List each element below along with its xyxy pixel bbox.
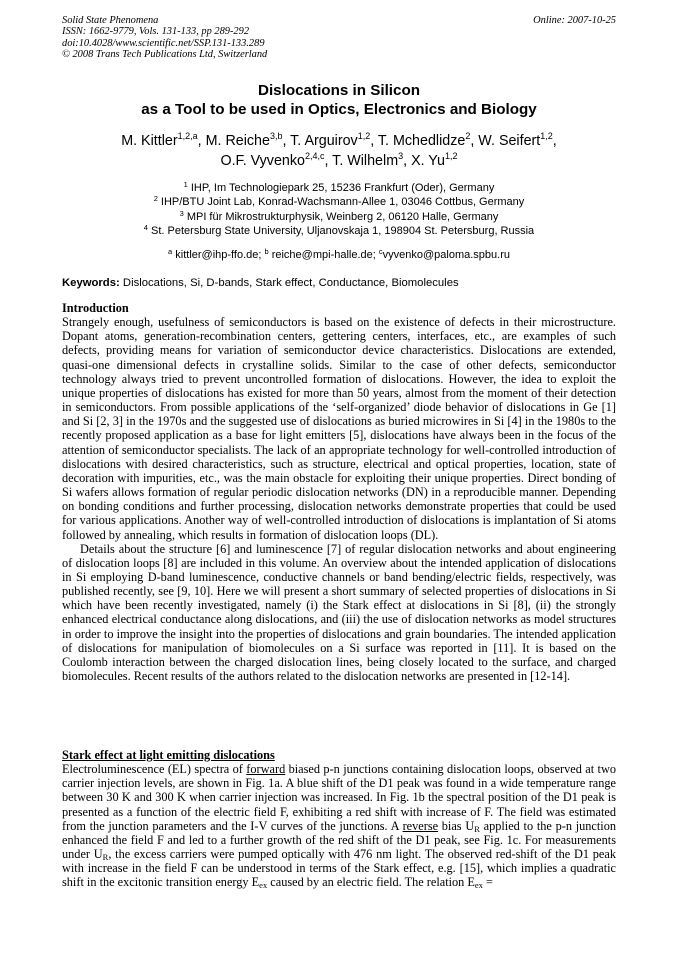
journal-doi: doi:10.4028/www.scientific.net/SSP.131-133.289 — [62, 37, 265, 49]
affiliation: $^2$ IHP/BTU Joint Lab, Konrad-Wachsmann-Allee 1, 03046 Cottbus, Germany — [153, 194, 525, 209]
affiliation: $^4$ St. Petersburg State University, Uljanovskaja 1, 198904 St. Petersburg, Russia — [143, 222, 535, 237]
author: T. Wilhelm$^3$, — [332, 151, 412, 169]
author: M. Reiche$^{3,b}$, — [205, 131, 291, 149]
keywords-text: Dislocations, Si, D-bands, Stark effect, Conductance, Biomolecules — [119, 277, 459, 289]
author-list — [62, 131, 616, 171]
author: X. Yu$^{1,2}$ — [411, 151, 458, 169]
intro-paragraph-1: Strangely enough, usefulness of semiconductors is based on the existence of defects in their microstructure. Dopant atoms, generation-recombination centers, gettering centers, interfaces, etc., are examples of such defects, providing means for variation of semiconductor device characteristics. Dislocations are extended, quasi-one dimensional defects in crystalline solids. Similar to the case of other defects, semiconductor technology always tried to prevent uncontrolled formation of dislocations. However, the idea to exploit the unique properties of dislocations has existed for more than 50 years, almost from the moment of their detection in semiconductors. From possible applications of the ‘self-organized’ diode behavior of dislocations in Ge [1] and Si [2, 3] in the 1970s and the suggested use of dislocations as buried microwires in Si [4] in the 1980s to the recently proposed application as a base for light emitters [5], dislocations have always been in the focus of the attention of semiconductor specialists. The lack of an appropriate technology for well-controlled introduction of dislocations with desired characteristics, such as structure, electrical and optical properties, location, state of decoration with impurities, etc., was the main obstacle for exploiting their unique properties. Direct bonding of Si wafers allows formation of regular periodic dislocation networks (DN) in a reproducible manner. Depending on bonding conditions and further processing, dislocation networks demonstrate properties that could be used for various applications. Another way of well-controlled introduction of dislocations is implantation of Si atoms followed by annealing, which results in formation of dislocation loops (DL). — [62, 315, 616, 542]
email[interactable]: $^a$ kittler@ihp-ffo.de; — [168, 247, 265, 261]
affiliation-list — [62, 181, 616, 238]
stark-paragraph-1: Electroluminescence (EL) spectra of forward biased p-n junctions containing dislocation loops, observed at two carrier injection levels, are shown in Fig. 1a. A blue shift of the D1 peak was found in a wide temperature range between 30 K and 300 K when carrier injection was increased. In Fig. 1b the spectral position of the D1 peak is presented as a function of the electric field F, exhibiting a red shift with increase of F. The field was estimated from the junction parameters and the I-V curves of the junctions. A reverse bias $U_R$ applied to the p-n junction enhanced the field F and led to a further growth of the red shift of the D1 peak, see Fig. 1c. For measurements under $U_R$, the excess carriers were pumped optically with 476 nm light. The observed red-shift of the D1 peak with increase in the field F can be understood in terms of the Stark effect, e.g. [15], which implies a quadratic shift in the excitonic transition energy $E_{ex}$ caused by an electric field. The relation $E_{ex}$ = — [62, 762, 617, 891]
title-line-2: as a Tool to be used in Optics, Electronics and Biology — [141, 101, 537, 118]
intro-paragraph-2: Details about the structure [6] and luminescence [7] of regular dislocation networks and about engineering of dislocation loops [8] are included in this volume. An overview about the intended application of dislocations in Si employing D-band luminescence, conductive channels or band bending/electric fields, respectively, was published recently, see [9, 10]. Here we will present a short summary of selected properties of dislocations in Si which have been recently investigated, namely (i) the Stark effect at dislocations in Si [8], (ii) the strongly enhanced electrical conductance along dislocations, and (iii) the use of dislocation networks as model structures in order to improve the insight into the properties of dislocations and grain boundaries. The intended application of dislocations for manipulation of biomolecules on a Si surface was reported in [11]. It is based on the Coulomb interaction between the charged dislocation lines, being closely located to the surface, and charged biomolecules. Recent results of the authors related to the dislocation networks are presented in [12-14]. — [62, 541, 616, 684]
journal-copyright: © 2008 Trans Tech Publications Ltd, Switzerland — [62, 48, 268, 60]
online-date: Online: 2007-10-25 — [533, 15, 616, 26]
paper-title — [62, 81, 616, 119]
title-line-1: Dislocations in Silicon — [257, 82, 421, 99]
section-heading-stark: Stark effect at light emitting dislocations — [62, 748, 275, 762]
author: W. Seifert$^{1,2}$, — [478, 131, 557, 149]
body-text — [62, 301, 616, 683]
journal-name: Solid State Phenomena — [62, 15, 159, 26]
journal-header — [62, 15, 616, 60]
affiliation: $^1$ IHP, Im Technologiepark 25, 15236 Frankfurt (Oder), Germany — [183, 180, 495, 194]
affiliation: $^3$ MPI für Mikrostrukturphysik, Weinberg 2, 06120 Halle, Germany — [179, 208, 499, 223]
email[interactable]: $^b$ reiche@mpi-halle.de; — [264, 247, 379, 261]
author: T. Arguirov$^{1,2}$, — [290, 131, 378, 149]
keywords — [62, 276, 616, 290]
stark-section — [62, 748, 616, 890]
section-heading-introduction: Introduction — [62, 301, 129, 315]
author: M. Kittler$^{1,2,a}$, — [121, 131, 206, 149]
author-emails — [62, 248, 616, 262]
email[interactable]: $^c$vyvenko@paloma.spbu.ru — [378, 247, 510, 261]
keywords-label: Keywords: — [62, 277, 120, 289]
author: O.F. Vyvenko$^{2,4,c}$, — [220, 151, 333, 169]
journal-issn: ISSN: 1662-9779, Vols. 131-133, pp 289-292 — [62, 26, 250, 38]
author: T. Mchedlidze$^2$, — [377, 131, 479, 149]
